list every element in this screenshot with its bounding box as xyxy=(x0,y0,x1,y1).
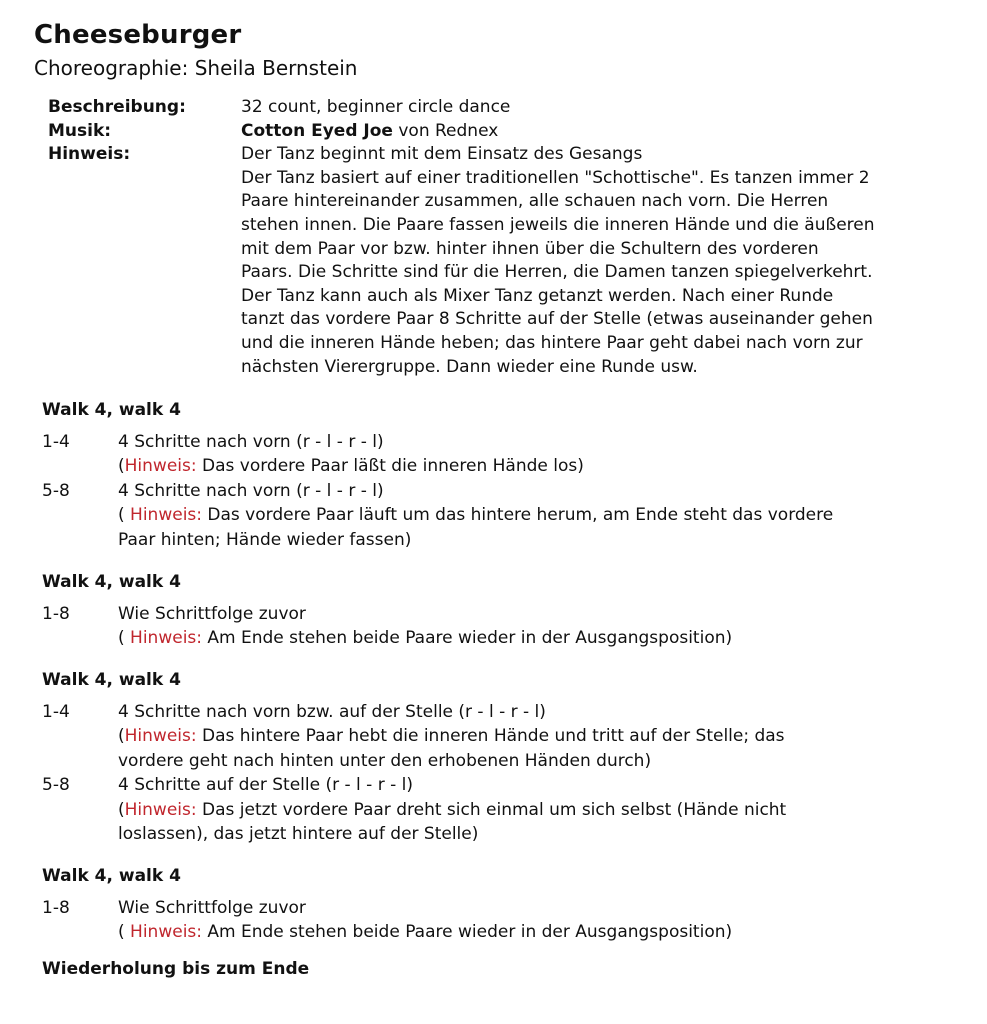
step-description xyxy=(118,602,962,651)
step-row xyxy=(42,479,962,553)
step-count: 1-4 xyxy=(42,701,70,722)
hint-line xyxy=(118,528,962,553)
hint-line xyxy=(118,454,962,479)
music-title: Cotton Eyed Joe xyxy=(241,120,393,141)
step-description xyxy=(118,479,962,553)
choreographer: Choreographie: Sheila Bernstein xyxy=(34,56,358,80)
note-line: mit dem Paar vor bzw. hinter ihnen über die Schultern des vorderen xyxy=(241,238,819,259)
hint-text: vordere geht nach hinten unter den erhobenen Händen durch) xyxy=(118,750,652,771)
step-count: 5-8 xyxy=(42,480,70,501)
note-line: nächsten Vierergruppe. Dann wieder eine Runde usw. xyxy=(241,356,698,377)
step-text: Wie Schrittfolge zuvor xyxy=(118,897,306,918)
note-line: Paars. Die Schritte sind für die Herren, die Damen tanzen spiegelverkehrt. xyxy=(241,262,873,283)
step-description xyxy=(118,430,962,479)
note-line: tanzt das vordere Paar 8 Schritte auf der Stelle (etwas auseinander gehen xyxy=(241,309,873,330)
description-value: 32 count, beginner circle dance xyxy=(241,97,511,117)
music-artist: von Rednex xyxy=(392,120,499,141)
step-count: 1-8 xyxy=(42,897,70,918)
hint-text: Das jetzt vordere Paar dreht sich einmal um sich selbst (Hände nicht xyxy=(202,799,787,820)
note-label: Hinweis: xyxy=(48,144,131,165)
step-row xyxy=(42,896,962,945)
step-row xyxy=(42,602,962,651)
section-title: Walk 4, walk 4 xyxy=(42,400,181,420)
hint-line xyxy=(118,503,962,528)
section-title: Walk 4, walk 4 xyxy=(42,572,181,592)
step-count: 5-8 xyxy=(42,775,70,795)
step-text: 4 Schritte nach vorn (r - l - r - l) xyxy=(118,431,384,452)
hint-keyword: Hinweis: xyxy=(124,726,197,746)
step-row xyxy=(42,430,962,479)
step-text: 4 Schritte nach vorn bzw. auf der Stelle (r - l - r - l) xyxy=(118,701,546,722)
step-text: Wie Schrittfolge zuvor xyxy=(118,603,306,624)
hint-paren: ( xyxy=(118,456,125,476)
hint-keyword: Hinweis: xyxy=(130,922,202,942)
note-line: stehen innen. Die Paare fassen jeweils die inneren Hände und die äußeren xyxy=(241,214,875,235)
hint-text: Das vordere Paar läuft um das hintere herum, am Ende steht das vordere xyxy=(207,505,834,525)
step-section xyxy=(42,398,962,552)
hint-keyword: Hinweis: xyxy=(130,505,202,525)
hint-line xyxy=(118,822,962,847)
hint-line xyxy=(118,798,962,823)
hint-paren: ( xyxy=(118,726,125,746)
step-description xyxy=(118,773,962,847)
description-label: Beschreibung: xyxy=(48,97,186,117)
step-count: 1-8 xyxy=(42,603,70,624)
meta-block xyxy=(48,96,968,379)
note-line: Der Tanz beginnt mit dem Einsatz des Gesangs xyxy=(241,144,643,165)
step-count: 1-4 xyxy=(42,431,70,452)
hint-text: Das vordere Paar läßt die inneren Hände los) xyxy=(202,456,584,476)
hint-keyword: Hinweis: xyxy=(124,799,197,820)
hint-keyword: Hinweis: xyxy=(130,628,202,648)
repeat-note: Wiederholung bis zum Ende xyxy=(42,959,310,979)
step-row xyxy=(42,700,962,774)
note-line: Paare hintereinander zusammen, alle schauen nach vorn. Die Herren xyxy=(241,191,829,212)
hint-keyword: Hinweis: xyxy=(124,456,197,476)
hint-text: Am Ende stehen beide Paare wieder in der Ausgangsposition) xyxy=(207,628,733,648)
step-section xyxy=(42,668,962,847)
hint-text: Das hintere Paar hebt die inneren Hände und tritt auf der Stelle; das xyxy=(202,726,785,746)
section-title: Walk 4, walk 4 xyxy=(42,866,181,886)
step-section xyxy=(42,864,962,945)
hint-line xyxy=(118,920,962,945)
hint-paren: ( xyxy=(118,922,131,942)
note-line: Der Tanz kann auch als Mixer Tanz getanzt werden. Nach einer Runde xyxy=(241,285,834,306)
step-text: 4 Schritte auf der Stelle (r - l - r - l) xyxy=(118,775,414,795)
hint-paren: ( xyxy=(118,505,131,525)
hint-line xyxy=(118,749,962,774)
hint-paren: ( xyxy=(118,628,131,648)
section-title: Walk 4, walk 4 xyxy=(42,670,181,690)
hint-text: Paar hinten; Hände wieder fassen) xyxy=(118,529,412,550)
step-description xyxy=(118,896,962,945)
meta-row-description xyxy=(48,96,968,120)
note-line: und die inneren Hände heben; das hintere Paar geht dabei nach vorn zur xyxy=(241,332,863,353)
note-text xyxy=(241,143,968,379)
step-section xyxy=(42,570,962,651)
hint-line xyxy=(118,626,962,651)
music-value xyxy=(241,120,968,144)
hint-text: loslassen), das jetzt hintere auf der Stelle) xyxy=(118,824,479,844)
music-label: Musik: xyxy=(48,120,112,141)
hint-paren: ( xyxy=(118,799,125,820)
meta-row-music xyxy=(48,120,968,144)
hint-text: Am Ende stehen beide Paare wieder in der Ausgangsposition) xyxy=(207,922,733,942)
step-text: 4 Schritte nach vorn (r - l - r - l) xyxy=(118,480,384,501)
step-description xyxy=(118,700,962,774)
meta-row-note xyxy=(48,143,968,379)
note-line: Der Tanz basiert auf einer traditionellen "Schottische". Es tanzen immer 2 xyxy=(241,167,870,188)
hint-line xyxy=(118,724,962,749)
step-row xyxy=(42,773,962,847)
page-title: Cheeseburger xyxy=(34,20,242,50)
